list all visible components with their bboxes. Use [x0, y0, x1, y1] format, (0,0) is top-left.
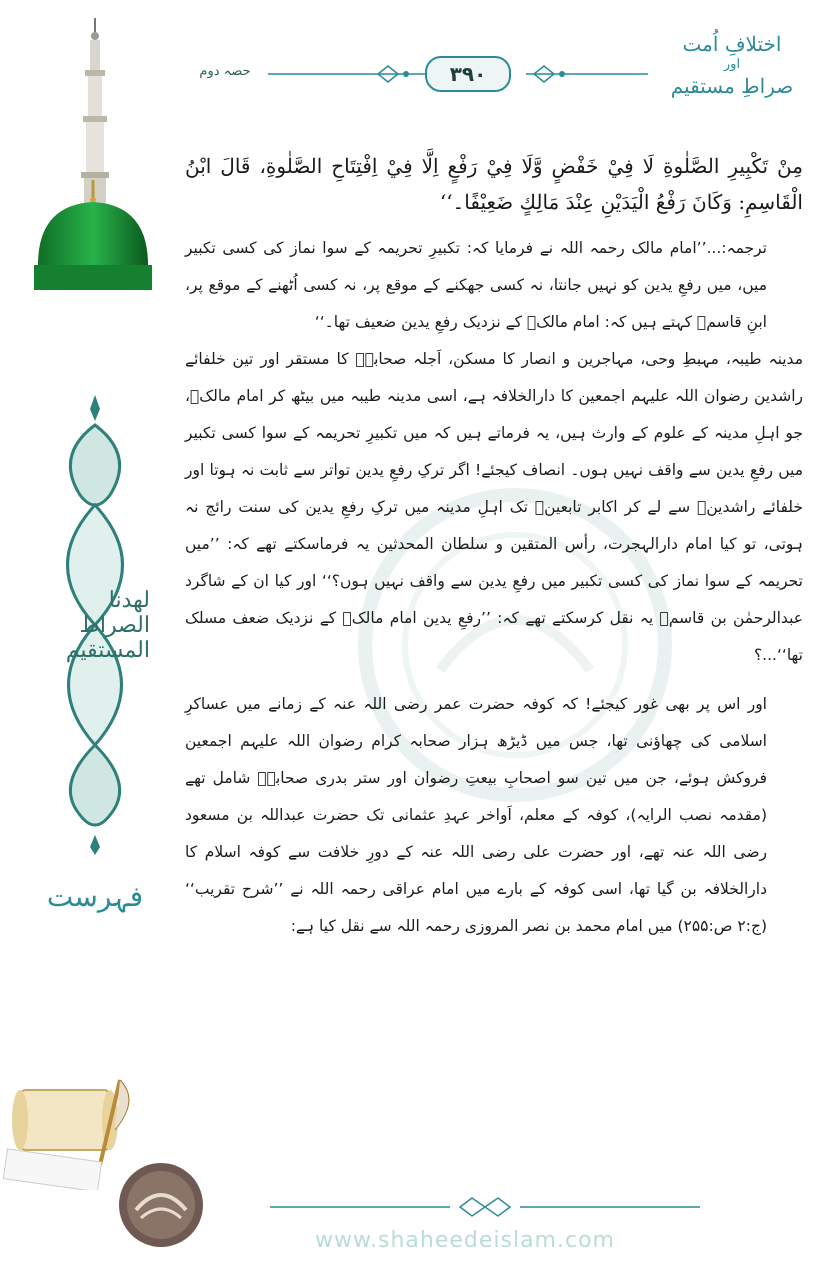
- arabic-quote: مِنْ تَكْبِيرِ الصَّلٰوةِ لَا فِيْ خَفْضٍ وَّلَا فِيْ رَفْعٍ اِلَّا فِيْ اِفْتِتَاحِ الصَّلٰوةِ، قَالَ ابْنُ الْقَاسِمِ: وَكَانَ رَفْعُ الْيَدَيْنِ عِنْدَ مَالِكٍ ضَعِيْفًا۔‘‘: [185, 154, 803, 214]
- website-link[interactable]: www.shaheedeislam.com: [315, 1228, 615, 1253]
- book-title: [662, 30, 802, 120]
- left-decorative-margin: [0, 0, 170, 1267]
- publisher-seal-icon: [116, 1160, 206, 1250]
- ornament-calligraphy: لھدنا الصراط المستقیم: [65, 587, 150, 663]
- paragraph-1: مدینہ طیبہ، مہبطِ وحی، مہاجرین و انصار کا مسکن، اَجلہ صحابہؓ کا مستقر اور تین خلفائے راشدین رضوان اللہ علیہم اجمعین کا دارالخلافہ ہے، اسی مدینہ طیبہ میں بیٹھ کر امام مالکؒ، جو اہلِ مدینہ کے علوم کے وارث ہیں، یہ فرماتے ہیں کہ میں تکبیرِ تحریمہ کے سوا کسی تکبیر میں رفعِ یدین سے واقف نہیں ہوں۔ انصاف کیجئے! اگر ترکِ رفعِ یدین تواتر سے ثابت نہ ہوتا اور خلفائے راشدینؓ سے لے کر اکابر تابعینؒ تک اہلِ مدینہ میں ترکِ رفعِ یدین کی سنت رائج نہ ہوتی، تو کیا امام دارالہجرت، رأس المتقین و سلطان المحدثین یہ فرماسکتے تھے کہ: ’’میں تحریمہ کے سوا نماز کی کسی تکبیر میں رفعِ یدین سے واقف نہیں ہوں؟‘‘ اور کیا ان کے شاگرد عبدالرحمٰن بن قاسمؒ یہ نقل کرسکتے تھے کہ: ’’رفعِ یدین امام مالکؒ کے نزدیک ضعف مسلک تھا‘‘...؟: [185, 350, 803, 664]
- part-label: حصہ دوم: [199, 64, 251, 79]
- translation: ترجمہ:...’’امام مالک رحمہ اللہ نے فرمایا کہ: تکبیرِ تحریمہ کے سوا نماز کی کسی تکبیر میں، میں رفعِ یدین کو نہیں جانتا، نہ کسی جھکنے کے موقع پر، نہ کسی اُٹھنے کے موقع پر، ابنِ قاسمؒ کہتے ہیں کہ: امام مالکؒ کے نزدیک رفعِ یدین ضعیف تھا۔‘‘: [185, 239, 767, 331]
- index-link[interactable]: فہرست: [46, 880, 144, 913]
- page-number: ۳۹۰: [425, 56, 511, 92]
- footer-ornament-icon: [270, 1195, 700, 1219]
- paragraph-2: اور اس پر بھی غور کیجئے! کہ کوفہ حضرت عمر رضی اللہ عنہ کے زمانے میں عساکرِ اسلامی کی چھاؤنی تھا، جس میں ڈیڑھ ہزار صحابہ کرام رضوان اللہ علیہم اجمعین فروکش ہوئے، جن میں تین سو اصحابِ بیعتِ رضوان اور ستر بدری صحابہؓ شامل تھے (مقدمہ نصب الرایہ)، کوفہ کے معلم، اَواخر عہدِ عثمانی تک حضرت عبداللہ بن مسعود رضی اللہ عنہ تھے، اور حضرت علی رضی اللہ عنہ کے دورِ خلافت سے کوفہ اسلام کا دارالخلافہ بن گیا تھا، اسی کوفہ کے بارے میں امام عراقی رحمہ اللہ نے ’’شرح تقریب‘‘ (ج:۲ ص:۲۵۵) میں امام محمد بن نصر المروزی رحمہ اللہ سے نقل کیا ہے:: [185, 695, 767, 935]
- book-title-line-2: اور: [723, 57, 741, 72]
- book-title-line-1: اختلافِ اُمت: [682, 32, 782, 56]
- green-dome-icon: [28, 180, 158, 290]
- book-title-line-3: صراطِ مستقیم: [670, 74, 794, 98]
- page-content: [185, 148, 803, 945]
